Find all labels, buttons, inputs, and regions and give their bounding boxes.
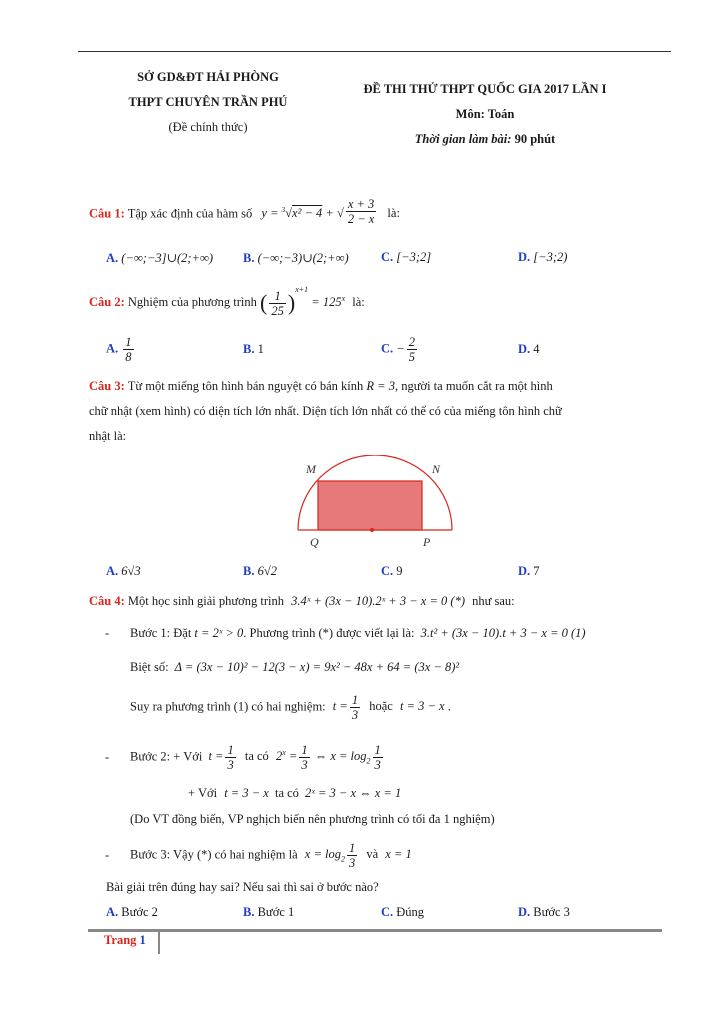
two-roots-line: Suy ra phương trình (1) có hai nghiệm: t = $\frac{1}{3}$ hoặc t = 3 − x . bbox=[130, 693, 451, 722]
label-n: N bbox=[432, 462, 441, 476]
step1-text: Bước 1: Đặt t = 2ˣ > 0. Phương trình (*) được viết lại là: 3.t² + (3x − 10).t + 3 − x = 0 (1) bbox=[130, 626, 586, 640]
label-q: Q bbox=[310, 535, 319, 549]
school-name: THPT CHUYÊN TRẦN PHÚ bbox=[128, 95, 288, 109]
q3-option-b[interactable]: B. 6√2 bbox=[243, 564, 277, 578]
q4-stem: Câu 4: Một học sinh giải phương trình 3.4ˣ + (3x − 10).2ˣ + 3 − x = 0 (*) như sau: bbox=[89, 594, 515, 608]
q4-question: Bài giải trên đúng hay sai? Nếu sai thì sai ở bước nào? bbox=[106, 880, 379, 894]
step2-bullet: - bbox=[105, 750, 110, 764]
q1-option-b[interactable]: B. (−∞;−3)∪(2;+∞) bbox=[243, 251, 349, 265]
q2-stem: Câu 2: Nghiệm của phương trình ( $\frac{1}{25}$ )$^{x+1} = 125^x$ là: bbox=[89, 285, 365, 318]
q1-stem: Câu 1: Tập xác định của hàm số y = $^3$√x² − 4 + √ $\frac{x + 3}{2 - x}$ là: bbox=[89, 197, 400, 226]
monotonic-note: (Do VT đồng biến, VP nghịch biến nên phương trình có tối đa 1 nghiệm) bbox=[130, 812, 495, 826]
q3-option-d[interactable]: D. 7 bbox=[518, 564, 540, 578]
step3-bullet: - bbox=[105, 848, 110, 862]
step2-case2: + Với t = 3 − x ta có 2ˣ = 3 − x ⇔ x = 1 bbox=[188, 786, 402, 800]
q4-option-a[interactable]: A. Bước 2 bbox=[106, 905, 158, 919]
step1-bullet: - bbox=[105, 626, 110, 640]
q3-option-a[interactable]: A. 6√3 bbox=[106, 564, 141, 578]
footer-rule bbox=[88, 929, 662, 932]
step2-case1: Bước 2: + Với t = $\frac{1}{3}$ ta có $2^x$ = $\frac{1}{3}$ ⇔ $x = \log_2$ $\frac{1}{3}$ bbox=[130, 743, 381, 772]
q1-option-d[interactable]: D. [−3;2) bbox=[518, 250, 568, 264]
step3-text: Bước 3: Vậy (*) có hai nghiệm là $x = \log_2$ $\frac{1}{3}$ và x = 1 bbox=[130, 841, 412, 870]
q1-option-a[interactable]: A. (−∞;−3]∪(2;+∞) bbox=[106, 251, 214, 265]
q2-option-d[interactable]: D. 4 bbox=[518, 342, 540, 356]
top-rule bbox=[78, 51, 671, 52]
label-m: M bbox=[306, 462, 316, 476]
q3-stem: Câu 3: Từ một miếng tôn hình bán nguyệt có bán kính R = 3, người ta muốn cắt ra một hình chữ nhật (xem hình) có diện tích lớn nhất. Diện tích lớn nhất có thể có của miếng tôn hình chữ nhật là: bbox=[89, 379, 562, 443]
label-p: P bbox=[423, 535, 431, 549]
exam-title: ĐỀ THI THỬ THPT QUỐC GIA 2017 LẦN I bbox=[363, 82, 607, 96]
rectangle-mnpq bbox=[318, 481, 422, 530]
q1-option-c[interactable]: C. [−3;2] bbox=[381, 250, 432, 264]
footer-divider bbox=[158, 932, 160, 954]
semicircle-figure bbox=[290, 455, 460, 550]
q2-option-a[interactable]: A. $\frac{1}{8}$ bbox=[106, 335, 132, 364]
exam-duration: Thời gian làm bài: 90 phút bbox=[414, 132, 556, 146]
official-note: (Đề chính thức) bbox=[168, 120, 248, 134]
school-dept: SỞ GD&ĐT HẢI PHÒNG bbox=[137, 70, 279, 84]
q4-option-b[interactable]: B. Bước 1 bbox=[243, 905, 295, 919]
q4-option-c[interactable]: C. Đúng bbox=[381, 905, 425, 919]
q2-option-b[interactable]: B. 1 bbox=[243, 342, 264, 356]
q3-option-c[interactable]: C. 9 bbox=[381, 564, 403, 578]
center-point bbox=[370, 528, 374, 532]
subject: Môn: Toán bbox=[455, 107, 515, 121]
delta-line: Biệt số: Δ = (3x − 10)² − 12(3 − x) = 9x² − 48x + 64 = (3x − 8)² bbox=[130, 660, 460, 674]
q2-option-c[interactable]: C. − $\frac{2}{5}$ bbox=[381, 335, 415, 364]
page-number: Trang 1 bbox=[104, 933, 146, 947]
q4-option-d[interactable]: D. Bước 3 bbox=[518, 905, 570, 919]
